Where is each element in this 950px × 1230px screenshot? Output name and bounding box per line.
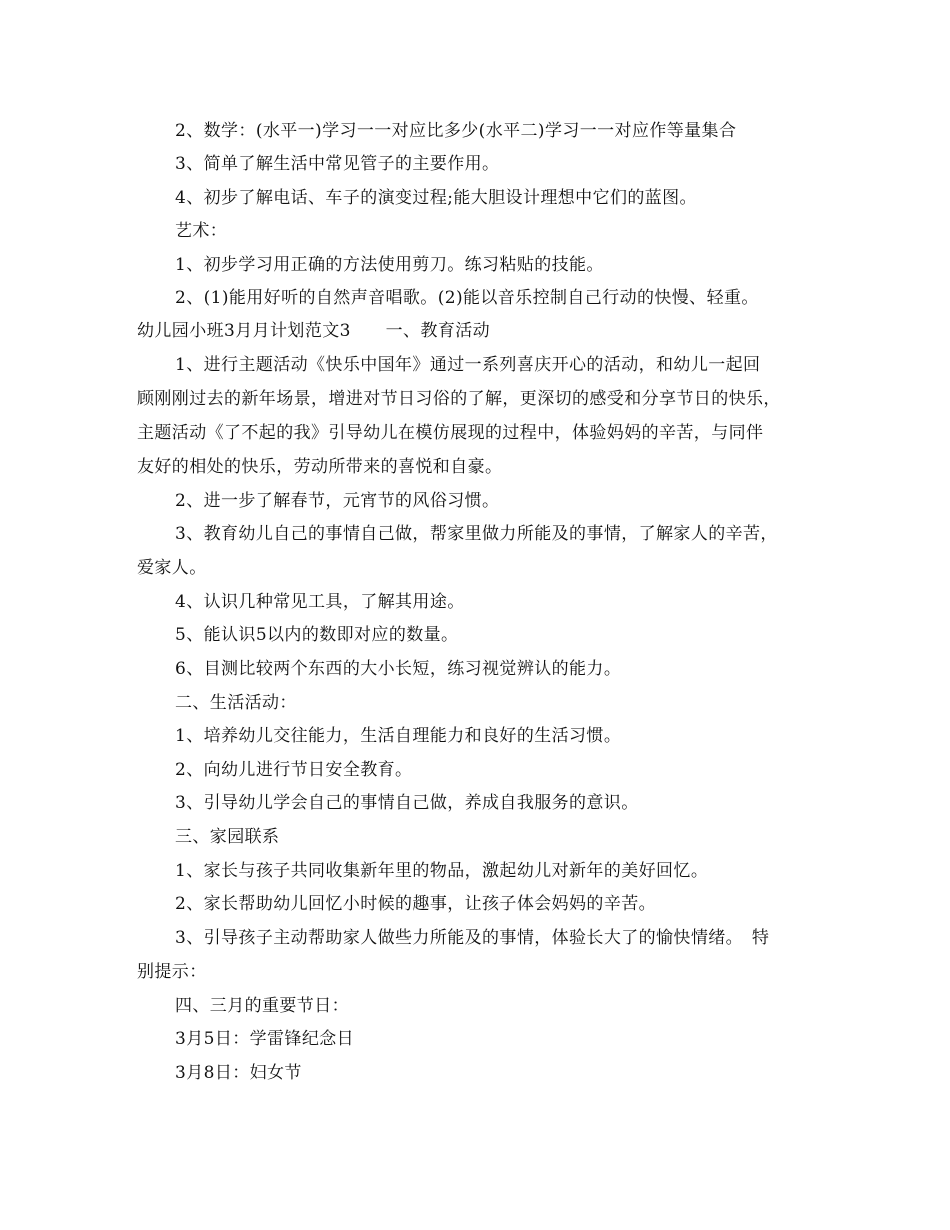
- text-line: 1、家长与孩子共同收集新年里的物品，激起幼儿对新年的美好回忆。: [175, 861, 709, 881]
- text-line: 3、引导幼儿学会自己的事情自己做，养成自我服务的意识。: [175, 793, 639, 813]
- text-line: 1、进行主题活动《快乐中国年》通过一系列喜庆开心的活动，和幼儿一起回: [175, 355, 761, 375]
- text-line: 3、引导孩子主动帮助家人做些力所能及的事情，体验长大了的愉快情绪。 特: [175, 928, 770, 948]
- section-heading: 三、家园联系: [175, 827, 280, 847]
- section-heading: 二、生活活动：: [175, 693, 297, 713]
- text-line: 别提示：: [137, 962, 207, 982]
- document-title: 幼儿园小班3月月计划范文3 一、教育活动: [137, 321, 491, 341]
- section-heading: 艺术：: [175, 221, 228, 241]
- text-line: 友好的相处的快乐，劳动所带来的喜悦和自豪。: [137, 457, 503, 477]
- text-line: 爱家人。: [137, 558, 207, 578]
- text-line: 4、认识几种常见工具，了解其用途。: [175, 592, 465, 612]
- text-line: 6、目测比较两个东西的大小长短，练习视觉辨认的能力。: [175, 659, 622, 679]
- text-line: 2、向幼儿进行节日安全教育。: [175, 760, 413, 780]
- text-line: 3月8日：妇女节: [175, 1063, 302, 1083]
- text-line: 2、进一步了解春节，元宵节的风俗习惯。: [175, 491, 500, 511]
- text-line: 2、(1)能用好听的自然声音唱歌。(2)能以音乐控制自己行动的快慢、轻重。: [175, 288, 759, 308]
- text-line: 2、数学：(水平一)学习一一对应比多少(水平二)学习一一对应作等量集合: [175, 121, 737, 141]
- text-line: 4、初步了解电话、车子的演变过程;能大胆设计理想中它们的蓝图。: [175, 188, 697, 208]
- text-line: 1、初步学习用正确的方法使用剪刀。练习粘贴的技能。: [175, 255, 604, 275]
- text-line: 2、家长帮助幼儿回忆小时候的趣事，让孩子体会妈妈的辛苦。: [175, 894, 657, 914]
- text-line: 5、能认识5以内的数即对应的数量。: [175, 625, 459, 645]
- section-heading: 四、三月的重要节日：: [175, 996, 349, 1016]
- text-line: 3、简单了解生活中常见管子的主要作用。: [175, 154, 500, 174]
- text-line: 3、教育幼儿自己的事情自己做，帮家里做力所能及的事情，了解家人的辛苦，: [175, 524, 778, 544]
- text-line: 1、培养幼儿交往能力，生活自理能力和良好的生活习惯。: [175, 726, 622, 746]
- text-line: 顾刚刚过去的新年场景，增进对节日习俗的了解，更深切的感受和分享节日的快乐，: [137, 389, 781, 409]
- text-line: 3月5日：学雷锋纪念日: [175, 1029, 355, 1049]
- text-line: 主题活动《了不起的我》引导幼儿在模仿展现的过程中，体验妈妈的辛苦，与同伴: [137, 423, 764, 443]
